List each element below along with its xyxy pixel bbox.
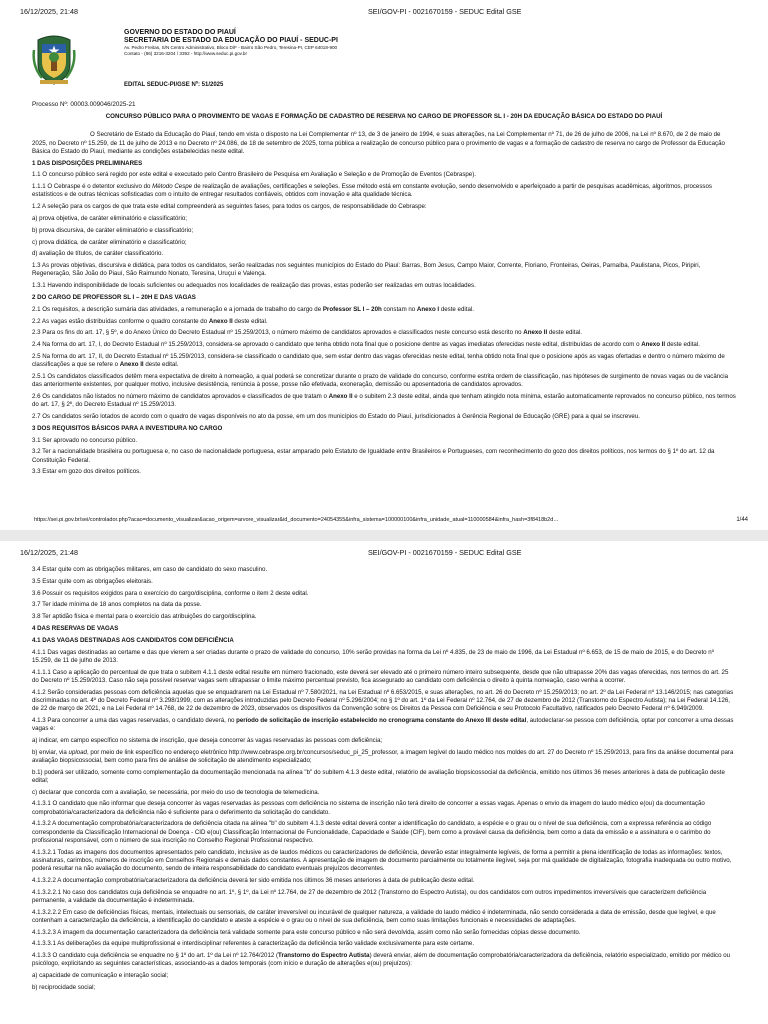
print-header — [20, 548, 748, 560]
item-2-5-1: 2.5.1 Os candidatos classificados detêm mera expectativa de direito à nomeação, a qual poderá se concretizar durante o prazo de validade do concurso, conforme estrita ordem de classificação, nas hipóteses de surgimento de novas vagas ou de vacância das anteriormente existentes, por qualquer motivo, inclusive desistência, renúncia à posse, posse não efetivada, exoneração, demissão ou aposentadoria de candidatos aprovados. — [32, 372, 728, 389]
item-4-1-3-b: b) enviar, via upload, por meio de link específico no endereço eletrônico http://www.cebraspe.org.br/concursos/seduc_pi_25_professor, a imagem legível do laudo médico nos moldes do art. 27 do Decreto nº 15.259/2013, para fins da análise documental para avaliação biopsicossocial, bem como para fins de análise de solicitação de atendimento especializado; — [32, 748, 734, 764]
item-2-7: 2.7 Os candidatos serão lotados de acordo com o quadro de vagas disponíveis no ato da posse, em um dos municípios do Estado do Piauí, jurisdicionados à Gerência Regional de Educação (GRE) para a qual se inscreveu. — [32, 412, 640, 420]
item-2-5: 2.5 Na forma do art. 17, II, do Decreto Estadual nº 15.259/2013, considera-se classificado o candidato que, sem estar dentro das vagas oferecidas neste edital, tenha obtido nota final que o posicione após as vagas ofertadas e dentro o número máximo de classificações a que se refere o Anexo II deste edital. — [32, 352, 725, 369]
item-1-2-a: a) prova objetiva, de caráter eliminatório e classificatório; — [32, 215, 187, 222]
page-counter: 1/44 — [736, 517, 748, 523]
item-4-1-1-1: 4.1.1.1 Caso a aplicação do percentual de que trata o subitem 4.1.1 deste edital resulte em número fracionado, este deverá ser elevado até o primeiro número inteiro subsequente, desde que não ultrapasse 20% das vagas oferecidas, nos termos do art. 25 do Decreto nº 15.259/2013. Caso não seja possível reservar vagas sem ultrapassar o limite máximo percentual previsto, fica assegurado ao candidato com deficiência o direito à quinta nomeação, caso venha a ocorrer. — [32, 668, 729, 684]
item-1-2-c: c) prova didática, de caráter eliminatório e classificatório; — [32, 238, 187, 246]
section-4-heading: 4 DAS RESERVAS DE VAGAS — [32, 624, 119, 632]
item-4-1-1: 4.1.1 Das vagas destinadas ao certame e das que vierem a ser criadas durante o prazo de validade do concurso, 10% serão providas na forma da Lei nº 4.835, de 23 de maio de 1996, da Lei Estadual nº 6.653, de 15 de maio de 2015, e do Decreto nº 15.259, de 11 de julho de 2013. — [32, 648, 714, 664]
process-number: Processo Nº: 00003.009046/2025-21 — [32, 101, 136, 108]
contact: Contato - (86) 3216-3204 / 3392 - http://www.seduc.pi.gov.br — [124, 51, 247, 56]
item-4-1-3-2-2: 4.1.3.2.2 A documentação comprobatória/caracterizadora da deficiência deverá ter sido emitida nos últimos 36 meses anteriores à data de publicação deste edital. — [32, 876, 475, 884]
section-3-heading: 3 DOS REQUISITOS BÁSICOS PARA A INVESTIDURA NO CARGO — [32, 424, 223, 432]
item-4-1-3-2-2-2: 4.1.3.2.2.2 Em caso de deficiências físicas, mentais, intelectuais ou sensoriais, de caráter irreversível ou incurável de qualquer natureza, a validade do laudo médico é indeterminada, não sendo considerada a data de emissão, desde que legível, e que contenham a caracterização da deficiência, a identificação do candidato e ateste a espécie e o grau ou o nível de sua deficiência, bem como suas limitações funcionais e necessidades de adaptações. — [32, 908, 716, 924]
print-footer — [34, 517, 748, 527]
item-4-1-3-2: 4.1.3.2 A documentação comprobatória/caracterizadora de deficiência citada na alínea "b" do subitem 4.1.3 deste edital deverá conter a identificação do candidato, a espécie e o grau ou o nível de sua deficiência, com a expressa referência ao código correspondente da Classificação Internacional de Doença - CID e(ou) Classificação Internacional de Funcionalidade, Capacidade e Saúde (CIF), bem como a provável causa da deficiência, bem como a data da emissão e a assinatura e o carimbo do profissional responsável, com o número de sua inscrição no Conselho Regional Profissional respectivo. — [32, 820, 712, 844]
item-1-3: 1.3 As provas objetivas, discursiva e didática, para todos os candidatos, serão realizadas nos seguintes municípios do Estado do Piauí: Barras, Bom Jesus, Campo Maior, Corrente, Floriano, Fronteiras, Oeiras, Parnaíba, Paulistana, Picos, Piripiri, Regeneração, São João do Piauí, São Raimundo Nonato, Teresina, Uruçuí e Valença. — [32, 262, 701, 278]
item-4-1-3-a: a) indicar, em campo específico no sistema de inscrição, que deseja concorrer às vagas reservadas às pessoas com deficiência; — [32, 736, 383, 744]
item-2-4: 2.4 Na forma do art. 17, I, do Decreto Estadual nº 15.259/2013, considera-se aprovado o candidato que tenha obtido nota final que o posicione dentre as vagas imediatas oferecidas neste edital, distribuídas de acordo com o Anexo II deste edital. — [32, 341, 700, 349]
print-doc-title: SEI/GOV-PI - 0021670159 - SEDUC Edital GSE — [368, 7, 522, 16]
item-1-1-1: 1.1.1 O Cebraspe é o detentor exclusivo do Método Cespe de realização de avaliações, certificações e seleções. Esse método está em constante evolução, sendo desenvolvido e aperfeiçoado a partir de pesquisas acadêmicas, algoritmos, processos estatísticos e de outras técnicas sofisticadas com o intuito de entregar resultados confiáveis, obtidos com inovação e alta qualidade técnica. — [32, 183, 712, 199]
item-1-3-1: 1.3.1 Havendo indisponibilidade de locais suficientes ou adequados nos localidades de realização das provas, estas poderão ser realizadas em outras localidades. — [32, 282, 476, 290]
letterhead — [32, 26, 732, 106]
document-body — [32, 566, 736, 996]
item-3-1: 3.1 Ser aprovado no concurso público. — [32, 436, 138, 444]
item-3-8: 3.8 Ter aptidão física e mental para o exercício das atribuições do cargo/disciplina. — [32, 613, 257, 621]
item-3-6: 3.6 Possuir os requisitos exigidos para o exercício do cargo/disciplina, conforme o item 2 deste edital. — [32, 589, 309, 597]
secretariat-name: SECRETARIA DE ESTADO DA EDUCAÇÃO DO PIAUÍ - SEDUC-PI — [124, 37, 338, 44]
footer-url: https://sei.pi.gov.br/sei/controlador.php?acao=documento_visualizar&acao_origem=arvore_visualizar&id_documento=24054355&infra_sistema=100000100&infra_unidade_atual=110000584&infra_hash=3f8418b2d… — [34, 517, 559, 523]
item-4-1-3-3-a: a) capacidade de comunicação e interação social; — [32, 972, 169, 980]
edital-number: EDITAL SEDUC-PI/GSE Nº: 51/2025 — [124, 82, 224, 88]
section-4-1-heading: 4.1 DAS VAGAS DESTINADAS AOS CANDIDATOS COM DEFICIÊNCIA — [32, 636, 234, 644]
section-2-heading: 2 DO CARGO DE PROFESSOR SL I – 20H E DAS VAGAS — [32, 293, 196, 301]
coat-of-arms-icon — [32, 30, 76, 86]
item-4-1-3-2-1: 4.1.3.2.1 Todas as imagens dos documentos apresentados pelo candidato, inclusive as de laudos médicos ou caracterizadores de deficiência, deverão estar integralmente legíveis, de forma a permitir a plena identificação de todas as informações: textos, assinaturas, carimbos, números de inscrição em Conselhos Regionais e demais dados constantes. A apresentação de imagem de documento parcialmente ou totalmente ilegível, seja por má qualidade de digitalização, fotografia inadequada ou outro motivo, poderá resultar na não avaliação do documento, sendo de inteira responsabilidade do candidato eventuais prejuízos decorrentes. — [32, 848, 732, 872]
item-4-1-3-2-2-1: 4.1.3.2.2.1 No caso dos candidatos cuja deficiência se enquadre no art. 1º, § 1º, da Lei nº 12.764, de 27 de dezembro de 2012 (Transtorno do Espectro Autista), ou dos candidatos com outros impedimentos irreversíveis que caracterizem deficiência permanente, a validade da documentação é indeterminada. — [32, 888, 707, 904]
gov-name: GOVERNO DO ESTADO DO PIAUÍ — [124, 29, 236, 36]
address: Av. Pedro Freitas, S/N Centro Administrativo, Bloco D/F - Bairro São Pedro, Teresina-PI, CEP 64018-900 — [124, 45, 338, 50]
item-4-1-3-2-3: 4.1.3.2.3 A imagem da documentação caracterizadora da deficiência terá validade somente para este concurso público e não será devolvida, assim como não serão fornecidas cópias desse documento. — [32, 928, 581, 936]
item-4-1-3: 4.1.3 Para concorrer a uma das vagas reservadas, o candidato deverá, no período de solicitação de inscrição estabelecido no cronograma constante do Anexo III deste edital, autodeclarar-se pessoa com deficiência, optar por concorrer a uma dessas vagas e: — [32, 716, 734, 732]
item-4-1-3-3: 4.1.3.3 O candidato cuja deficiência se enquadre no § 1º do art. 1º da Lei nº 12.764/2012 (Transtorno do Espectro Autista) deverá enviar, além de documentação comprobatória/caracterizadora da deficiência, relatório especializado, emitido por médico ou psicólogo, explicitando as seguintes características, associando-as a dados temporais (com início e duração de alterações e(ou) prejuízos): — [32, 952, 731, 968]
item-1-2-b: b) prova discursiva, de caráter eliminatório e classificatório; — [32, 226, 194, 234]
item-1-1: 1.1 O concurso público será regido por este edital e executado pelo Centro Brasileiro de Pesquisa em Avaliação e Seleção e de Promoção de Eventos (Cebraspe). — [32, 171, 476, 179]
item-4-1-3-b1: b.1) poderá ser utilizado, somente como complementação da documentação mencionada na alínea "b" do subitem 4.1.3 deste edital, relatório de avaliação biopsicossocial da deficiência, emitido nos últimos 36 meses anteriores à data de publicação deste edital; — [32, 768, 725, 784]
institution-block — [124, 29, 338, 57]
print-datetime: 16/12/2025, 21:48 — [20, 548, 78, 557]
item-4-1-3-c: c) declarar que concorda com a avaliação, se necessária, por meio do uso de tecnologia de telemedicina. — [32, 788, 320, 796]
item-3-7: 3.7 Ter idade mínima de 18 anos completos na data da posse. — [32, 601, 202, 609]
item-2-1: 2.1 Os requisitos, a descrição sumária das atividades, a remuneração e a jornada de trabalho do cargo de Professor SL I – 20h constam no Anexo I deste edital. — [32, 305, 474, 313]
print-datetime: 16/12/2025, 21:48 — [20, 7, 78, 16]
item-2-3: 2.3 Para os fins do art. 17, § 5º, e do Anexo Único do Decreto Estadual nº 15.259/2013, o número máximo de candidatos aprovados e classificados neste concurso está descrito no Anexo II deste edital. — [32, 329, 582, 337]
item-1-2-d: d) avaliação de títulos, de caráter classificatório. — [32, 250, 164, 258]
item-3-3: 3.3 Estar em gozo dos direitos políticos. — [32, 468, 141, 476]
item-1-2: 1.2 A seleção para os cargos de que trata este edital compreenderá as seguintes fases, para todos os cargos, de responsabilidade do Cebraspe: — [32, 203, 427, 211]
print-header — [20, 7, 748, 19]
print-doc-title: SEI/GOV-PI - 0021670159 - SEDUC Edital GSE — [368, 548, 522, 557]
document-page-2 — [0, 541, 768, 1024]
section-1-heading: 1 DAS DISPOSIÇÕES PRELIMINARES — [32, 159, 143, 167]
item-4-1-3-1: 4.1.3.1 O candidato que não informar que deseja concorrer às vagas reservadas às pessoas com deficiência no sistema de inscrição não terá direito de concorrer a essas vagas. Apenas o envio da imagem do laudo médico e(ou) da documentação comprobatória/caracterizadora da deficiência não é suficiente para o deferimento da solicitação do candidato. — [32, 800, 705, 816]
item-4-1-3-3-1: 4.1.3.3.1 As deliberações da equipe multiprofissional e interdisciplinar referentes à caracterização da deficiência terão validade exclusivamente para este certame. — [32, 940, 475, 948]
item-3-2: 3.2 Ter a nacionalidade brasileira ou portuguesa e, no caso de nacionalidade portuguesa, estar amparado pelo Estatuto de Igualdade entre Brasileiros e Portugueses, com reconhecimento do gozo dos direitos políticos, nos termos do § 1º do art. 12 da Constituição Federal. — [32, 448, 715, 464]
item-4-1-3-3-b: b) reciprocidade social; — [32, 983, 96, 991]
item-2-2: 2.2 As vagas estão distribuídas conforme o quadro constante do Anexo II deste edital. — [32, 317, 268, 325]
item-3-5: 3.5 Estar quite com as obrigações eleitorais. — [32, 577, 153, 585]
document-title: CONCURSO PÚBLICO PARA O PROVIMENTO DE VAGAS E FORMAÇÃO DE CADASTRO DE RESERVA NO CARGO DE PROFESSOR SL I - 20H DA EDUCAÇÃO BÁSICA DO ESTADO DO PIAUÍ — [105, 113, 663, 121]
intro-paragraph: O Secretário de Estado da Educação do Piauí, tendo em vista o disposto na Lei Complementar nº 13, de 3 de janeiro de 1994, e suas alterações, na Lei Complementar nº 71, de 26 de julho de 2006, na Lei nº 8.670, de 2 de maio de 2025, no Decreto nº 15.259, de 11 de julho de 2013 e no Decreto nº 24.086, de 18 de setembro de 2025, torna pública a realização de concurso público para o provimento de vagas e a formação de cadastro de reserva no cargo de Professor da Educação Básica do Estado do Piauí, mediante as condições estabelecidas neste edital. — [32, 131, 725, 155]
item-2-6: 2.6 Os candidatos não listados no número máximo de candidatos aprovados e classificados de que tratam o Anexo II e o subitem 2.3 deste edital, ainda que tenham atingido nota mínima, estarão automaticamente reprovados no concurso público, nos termos do art. 17, § 2º, do Decreto Estadual nº 15.259/2013. — [32, 392, 736, 409]
item-4-1-2: 4.1.2 Serão consideradas pessoas com deficiência aquelas que se enquadrarem na Lei Estadual nº 7.580/2021, na Lei Estadual nº 6.653/2015, e suas alterações, no art. 26 do Decreto nº 15.259/2013; no art. 2º da Lei Federal nº 13.146/2015; nas categorias discriminadas no art. 4º do Decreto Federal nº 3.298/1999, com as alterações introduzidas pelo Decreto Federal nº 5.296/2004; no § 1º do art. 1º da Lei Federal nº 12.764, de 27 de dezembro de 2012 (Transtorno do Espectro Autista); na Lei Federal 14.126, de 22 de março de 2021, e na Lei Federal nº 14.768, de 22 de dezembro de 2023, observados os dispositivos da Convenção sobre os Direitos da Pessoa com Deficiência e seu Protocolo Facultativo, ratificados pelo Decreto Federal nº 6.949/2009. — [32, 688, 734, 712]
item-3-4: 3.4 Estar quite com as obrigações militares, em caso de candidato do sexo masculino. — [32, 566, 268, 573]
document-body — [32, 101, 736, 480]
